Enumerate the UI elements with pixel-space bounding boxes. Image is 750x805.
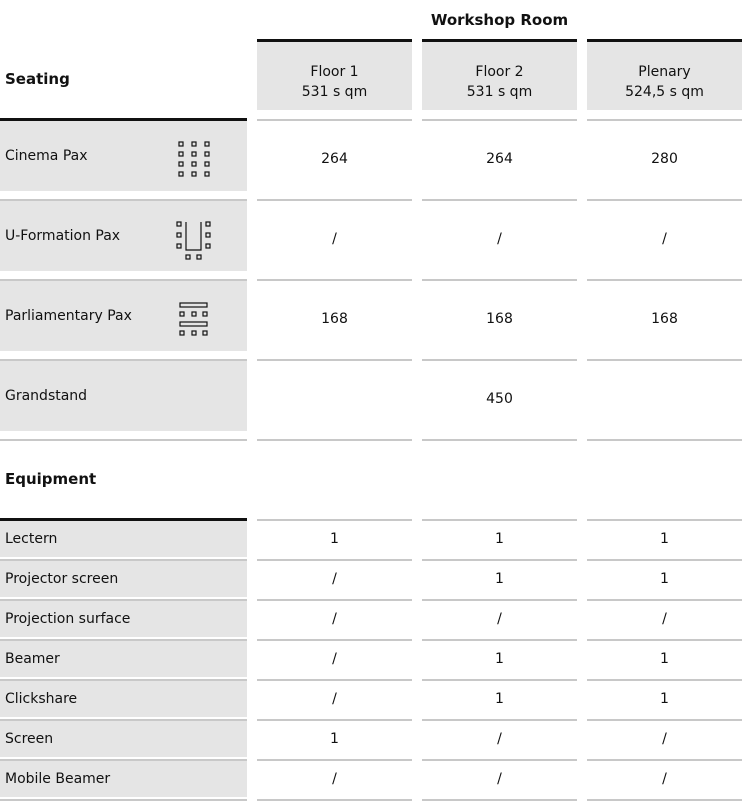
row-divider bbox=[587, 599, 742, 601]
row-divider bbox=[422, 719, 577, 721]
value-cell: 168 bbox=[651, 311, 678, 327]
row-divider bbox=[0, 799, 247, 801]
row-divider bbox=[422, 639, 577, 641]
row-label-text: Clickshare bbox=[5, 691, 78, 707]
column-area: 531 s qm bbox=[466, 84, 533, 100]
merged-value-cell: 450 bbox=[486, 391, 513, 407]
cinema-seating-icon bbox=[178, 141, 212, 179]
column-area: 524,5 s qm bbox=[625, 84, 704, 100]
value-cell: / bbox=[332, 231, 337, 247]
value-cell: 280 bbox=[651, 151, 678, 167]
value-cell: 168 bbox=[321, 311, 348, 327]
value-cell: / bbox=[332, 651, 337, 667]
value-cell: 264 bbox=[321, 151, 348, 167]
row-divider bbox=[422, 679, 577, 681]
row-label-screen bbox=[0, 721, 247, 757]
row-divider bbox=[422, 279, 577, 281]
value-cell: / bbox=[662, 231, 667, 247]
row-divider bbox=[422, 519, 577, 521]
parliamentary-seating-icon bbox=[179, 302, 211, 338]
row-label-projector-screen bbox=[0, 561, 247, 597]
row-label-text: U-Formation Pax bbox=[5, 228, 121, 244]
equipment-section-title: Equipment bbox=[5, 470, 97, 488]
value-cell: 168 bbox=[486, 311, 513, 327]
u-formation-icon bbox=[176, 221, 214, 261]
value-cell: 1 bbox=[495, 691, 504, 707]
seating-section-title: Seating bbox=[5, 70, 70, 88]
value-cell: / bbox=[497, 231, 502, 247]
value-cell: 1 bbox=[660, 531, 669, 547]
row-divider bbox=[257, 559, 412, 561]
row-label-text: Screen bbox=[5, 731, 54, 747]
column-header-plenary bbox=[587, 39, 742, 110]
row-label-lectern bbox=[0, 521, 247, 557]
row-divider bbox=[587, 199, 742, 201]
column-name: Plenary bbox=[638, 64, 691, 80]
row-label-clickshare bbox=[0, 681, 247, 717]
value-cell: 264 bbox=[486, 151, 513, 167]
row-label-mobile-beamer bbox=[0, 761, 247, 797]
row-label-text: Beamer bbox=[5, 651, 60, 667]
row-divider bbox=[422, 439, 577, 441]
row-label-text: Projector screen bbox=[5, 571, 119, 587]
row-divider bbox=[257, 639, 412, 641]
row-divider bbox=[587, 759, 742, 761]
row-label-text: Lectern bbox=[5, 531, 58, 547]
row-divider bbox=[587, 679, 742, 681]
row-divider bbox=[422, 119, 577, 121]
row-divider bbox=[257, 759, 412, 761]
value-cell: / bbox=[332, 611, 337, 627]
value-cell: 1 bbox=[660, 571, 669, 587]
value-cell: / bbox=[497, 771, 502, 787]
row-label-text: Cinema Pax bbox=[5, 148, 88, 164]
value-cell: / bbox=[332, 691, 337, 707]
row-divider bbox=[587, 359, 742, 361]
value-cell: 1 bbox=[495, 571, 504, 587]
row-divider bbox=[587, 639, 742, 641]
row-divider bbox=[257, 799, 412, 801]
group-title: Workshop Room bbox=[430, 11, 569, 29]
value-cell: 1 bbox=[660, 691, 669, 707]
row-divider bbox=[587, 119, 742, 121]
row-label-text: Mobile Beamer bbox=[5, 771, 111, 787]
row-divider bbox=[257, 119, 412, 121]
row-divider bbox=[257, 679, 412, 681]
row-divider bbox=[422, 759, 577, 761]
row-divider bbox=[257, 279, 412, 281]
value-cell: 1 bbox=[495, 531, 504, 547]
row-divider bbox=[0, 439, 247, 441]
row-divider bbox=[587, 799, 742, 801]
column-header-floor-1 bbox=[257, 39, 412, 110]
column-header-floor-2 bbox=[422, 39, 577, 110]
row-divider bbox=[587, 559, 742, 561]
value-cell: / bbox=[662, 611, 667, 627]
row-divider bbox=[587, 279, 742, 281]
value-cell: / bbox=[497, 731, 502, 747]
row-divider bbox=[422, 199, 577, 201]
row-label-text: Parliamentary Pax bbox=[5, 308, 132, 324]
value-cell: 1 bbox=[660, 651, 669, 667]
row-divider bbox=[257, 599, 412, 601]
row-divider bbox=[257, 519, 412, 521]
row-divider bbox=[422, 599, 577, 601]
row-divider bbox=[257, 719, 412, 721]
row-label-projection-surface bbox=[0, 601, 247, 637]
row-divider bbox=[587, 719, 742, 721]
value-cell: / bbox=[662, 771, 667, 787]
row-divider bbox=[587, 439, 742, 441]
value-cell: 1 bbox=[495, 651, 504, 667]
value-cell: 1 bbox=[330, 531, 339, 547]
row-label-text: Grandstand bbox=[5, 388, 88, 404]
value-cell: / bbox=[332, 571, 337, 587]
value-cell: / bbox=[662, 731, 667, 747]
row-divider bbox=[422, 559, 577, 561]
row-divider bbox=[422, 799, 577, 801]
column-name: Floor 2 bbox=[475, 64, 524, 80]
column-name: Floor 1 bbox=[310, 64, 359, 80]
row-divider bbox=[257, 439, 412, 441]
row-divider bbox=[587, 519, 742, 521]
row-divider bbox=[422, 359, 577, 361]
row-label-text: Projection surface bbox=[5, 611, 131, 627]
value-cell: 1 bbox=[330, 731, 339, 747]
row-divider bbox=[257, 359, 412, 361]
column-area: 531 s qm bbox=[301, 84, 368, 100]
row-label-grandstand bbox=[0, 361, 247, 431]
row-divider bbox=[257, 199, 412, 201]
row-label-beamer bbox=[0, 641, 247, 677]
value-cell: / bbox=[497, 611, 502, 627]
value-cell: / bbox=[332, 771, 337, 787]
